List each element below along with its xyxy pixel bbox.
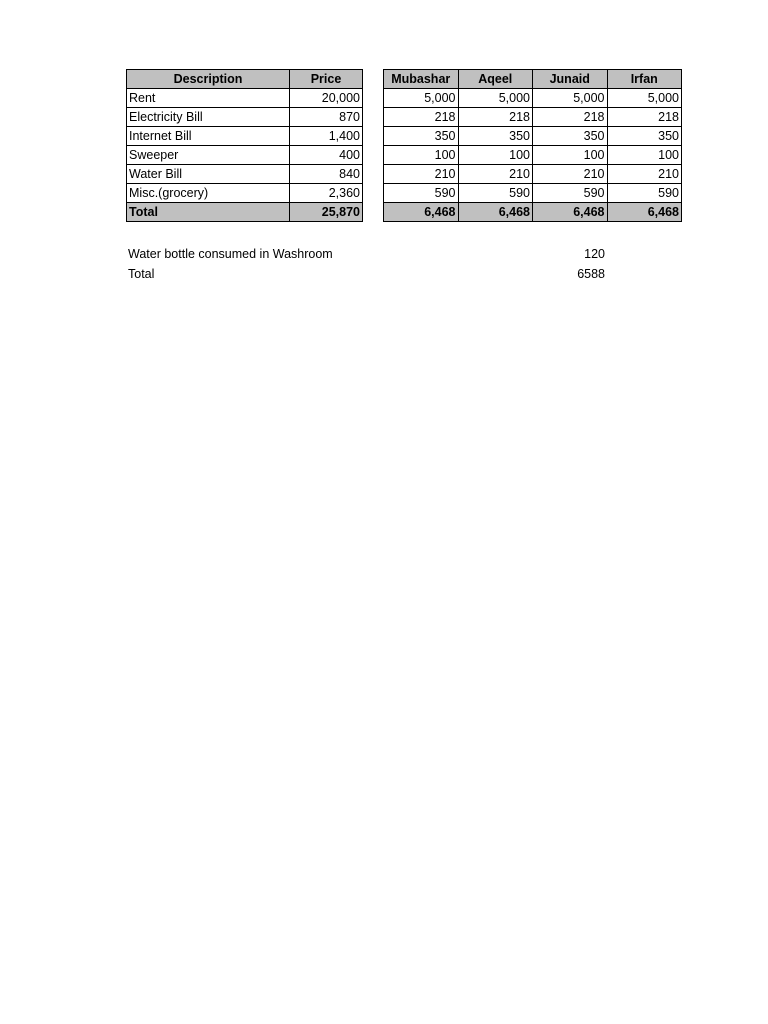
table-row bbox=[127, 89, 363, 108]
share-cell: 218 bbox=[607, 108, 682, 127]
table-header-row bbox=[384, 70, 682, 89]
description-cell: Sweeper bbox=[127, 146, 290, 165]
total-share: 6,468 bbox=[384, 203, 459, 222]
price-cell: 870 bbox=[290, 108, 363, 127]
share-cell: 218 bbox=[533, 108, 608, 127]
total-row bbox=[127, 203, 363, 222]
price-cell: 1,400 bbox=[290, 127, 363, 146]
grand-total-label: Total bbox=[128, 267, 155, 281]
water-bottle-value: 120 bbox=[584, 247, 605, 261]
total-price: 25,870 bbox=[290, 203, 363, 222]
table-row bbox=[127, 165, 363, 184]
share-cell: 100 bbox=[533, 146, 608, 165]
share-table bbox=[383, 69, 682, 222]
table-row bbox=[127, 184, 363, 203]
share-cell: 590 bbox=[458, 184, 533, 203]
table-row bbox=[384, 127, 682, 146]
description-cell: Electricity Bill bbox=[127, 108, 290, 127]
share-cell: 590 bbox=[384, 184, 459, 203]
total-row bbox=[384, 203, 682, 222]
table-row bbox=[127, 108, 363, 127]
water-bottle-label: Water bottle consumed in Washroom bbox=[128, 247, 333, 261]
description-cell: Water Bill bbox=[127, 165, 290, 184]
share-cell: 218 bbox=[384, 108, 459, 127]
table-header-row bbox=[127, 70, 363, 89]
description-cell: Misc.(grocery) bbox=[127, 184, 290, 203]
total-share: 6,468 bbox=[458, 203, 533, 222]
share-cell: 5,000 bbox=[458, 89, 533, 108]
description-cell: Rent bbox=[127, 89, 290, 108]
column-header-irfan: Irfan bbox=[607, 70, 682, 89]
share-cell: 210 bbox=[384, 165, 459, 184]
column-header-price: Price bbox=[290, 70, 363, 89]
share-cell: 210 bbox=[458, 165, 533, 184]
share-cell: 590 bbox=[607, 184, 682, 203]
table-row bbox=[384, 89, 682, 108]
share-cell: 210 bbox=[607, 165, 682, 184]
description-cell: Internet Bill bbox=[127, 127, 290, 146]
table-row bbox=[384, 108, 682, 127]
expense-table bbox=[126, 69, 363, 222]
share-cell: 350 bbox=[607, 127, 682, 146]
share-cell: 100 bbox=[607, 146, 682, 165]
total-share: 6,468 bbox=[607, 203, 682, 222]
table-row bbox=[384, 184, 682, 203]
total-share: 6,468 bbox=[533, 203, 608, 222]
table-row bbox=[384, 146, 682, 165]
price-cell: 2,360 bbox=[290, 184, 363, 203]
column-header-mubashar: Mubashar bbox=[384, 70, 459, 89]
column-header-junaid: Junaid bbox=[533, 70, 608, 89]
share-cell: 350 bbox=[458, 127, 533, 146]
table-row bbox=[127, 127, 363, 146]
price-cell: 400 bbox=[290, 146, 363, 165]
share-cell: 210 bbox=[533, 165, 608, 184]
grand-total-value: 6588 bbox=[577, 267, 605, 281]
column-header-description: Description bbox=[127, 70, 290, 89]
share-cell: 350 bbox=[384, 127, 459, 146]
share-cell: 100 bbox=[458, 146, 533, 165]
share-cell: 5,000 bbox=[384, 89, 459, 108]
share-cell: 218 bbox=[458, 108, 533, 127]
share-cell: 590 bbox=[533, 184, 608, 203]
total-label: Total bbox=[127, 203, 290, 222]
price-cell: 840 bbox=[290, 165, 363, 184]
table-row bbox=[127, 146, 363, 165]
share-cell: 100 bbox=[384, 146, 459, 165]
column-header-aqeel: Aqeel bbox=[458, 70, 533, 89]
share-cell: 5,000 bbox=[533, 89, 608, 108]
table-row bbox=[384, 165, 682, 184]
price-cell: 20,000 bbox=[290, 89, 363, 108]
share-cell: 350 bbox=[533, 127, 608, 146]
share-cell: 5,000 bbox=[607, 89, 682, 108]
